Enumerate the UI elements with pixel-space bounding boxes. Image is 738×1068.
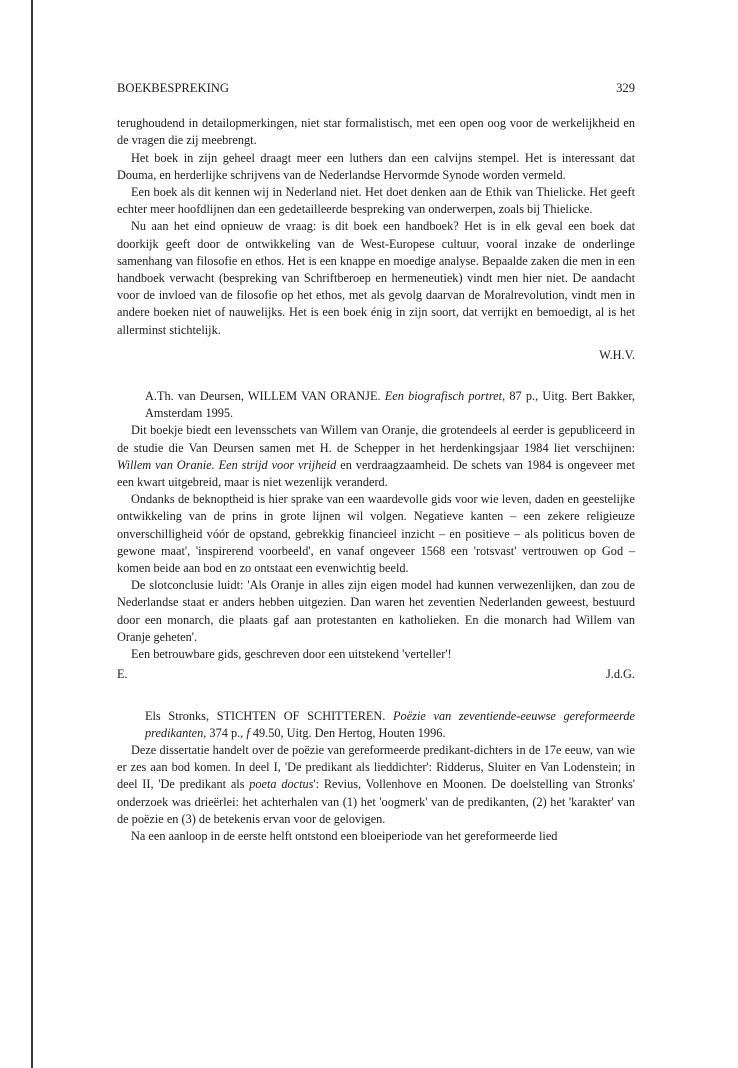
paragraph: Dit boekje biedt een levensschets van Willem van Oranje, die grotendeels al eerder is gepubliceerd in de studie die Van Deursen samen met H. de Schepper in het herdenkingsjaar 1984 liet verschijnen: Willem van Oranie. Een strijd voor vrijheid en verdraagzaamheid. De schets van 1984 is ongeveer met een kwart uitgebreid, maar is niet wezenlijk veranderd.: [117, 423, 636, 490]
review-stichten-of-schitteren: [117, 708, 635, 846]
paragraph: Na een aanloop in de eerste helft ontstond een bloeiperiode van het gereformeerde lied: [131, 828, 558, 843]
page-binding-edge: [31, 0, 33, 1068]
paragraph: terughoudend in detailopmerkingen, niet star formalistisch, met een open oog voor de werkelijkheid en de vragen die zij meebrengt.: [117, 116, 635, 148]
reviewer-signature-row: [117, 666, 635, 683]
running-title: BOEKBESPREKING: [117, 81, 229, 95]
running-header: [117, 80, 635, 97]
reviewer-signature: W.H.V.: [599, 347, 635, 362]
paragraph: Nu aan het eind opnieuw de vraag: is dit boek een handboek? Het is in elk geval een boek dat doorkijk geeft door de ontwikkeling van de West-Europese cultuur, vooral inzake de onderlinge samenhang van filosofie en ethos. Het is een knappe en moedige analyse. Bepaalde zaken die men in een handboek verwacht (bespreking van Schriftberoep en hermeneutiek) vindt men hier niet. De aandacht voor de invloed van de filosofie op het ethos, met als gevolg daarvan de Moralrevolution, vindt men in andere boeken niet of nauwelijks. Het is een boek énig in zijn soort, dat verrijkt en bemoedigt, al is het allerminst stichtelijk.: [117, 219, 635, 337]
page-number: 329: [616, 81, 635, 95]
paragraph: De slotconclusie luidt: 'Als Oranje in alles zijn eigen model had kunnen verwezenlijken, dan zou de Nederlandse staat er anders hebben uitgezien. Dan waren het zeventien Nederlanden geweest, bestuurd door een monarch, die plaats gaf aan protestanten en katholieken. En die monarch had Willem van Oranje geheten'.: [117, 578, 635, 644]
paragraph: Een betrouwbare gids, geschreven door een uitstekend 'verteller'!: [131, 647, 452, 662]
review-willem-van-oranje: [117, 388, 635, 683]
paragraph: Ondanks de beknoptheid is hier sprake van een waardevolle gids voor wie leven, daden en geestelijke ontwikkeling van de prins in grote lijnen wil volgen. Negatieve kanten – een zekere religieuze onverschilligheid vóór de opstand, gebrekkig financieel inzicht – en positieve – als politicus boven de gewone maat', 'inspirerend voorbeeld', en vanaf ongeveer 1568 een 'rotsvast' vertrouwen op God – komen beide aan bod en zo ontstaat een evenwichtig beeld.: [117, 492, 635, 576]
signature-right: J.d.G.: [605, 667, 635, 682]
signature-left: E.: [117, 667, 128, 682]
review-continuation: [117, 115, 635, 364]
book-citation: A.Th. van Deursen, WILLEM VAN ORANJE. Een biografisch portret, 87 p., Uitg. Bert Bakker, Amsterdam 1995.: [145, 389, 635, 421]
paragraph: Een boek als dit kennen wij in Nederland niet. Het doet denken aan de Ethik van Thielicke. Het geeft echter meer hoofdlijnen dan een gedetailleerde bespreking van onderwerpen, zoals bij Thielicke.: [117, 185, 635, 217]
paragraph: Het boek in zijn geheel draagt meer een luthers dan een calvijns stempel. Het is interessant dat Douma, en herderlijke schrijvens van de Nederlandse Hervormde Synode worden vermeld.: [117, 150, 635, 182]
document-page: [117, 80, 635, 845]
book-citation: Els Stronks, STICHTEN OF SCHITTEREN. Poëzie van zeventiende-eeuwse gereformeerde predikanten, 374 p., f 49.50, Uitg. Den Hertog, Houten 1996.: [145, 708, 635, 740]
paragraph: Deze dissertatie handelt over de poëzie van gereformeerde predikant-dichters in de 17e eeuw, van wie er zes aan bod komen. In deel I, 'De predikant als lieddichter': Ridderus, Sluiter en Van Lodenstein; in deel II, 'De predikant als poeta doctus': Revius, Vollenhove en Moonen. De doelstelling van Stronks' onderzoek was drieërlei: het achterhalen van (1) het 'oogmerk' van de predikanten, (2) het 'karakter' van de poëzie en (3) de betekenis ervan voor de gelovigen.: [117, 742, 635, 826]
